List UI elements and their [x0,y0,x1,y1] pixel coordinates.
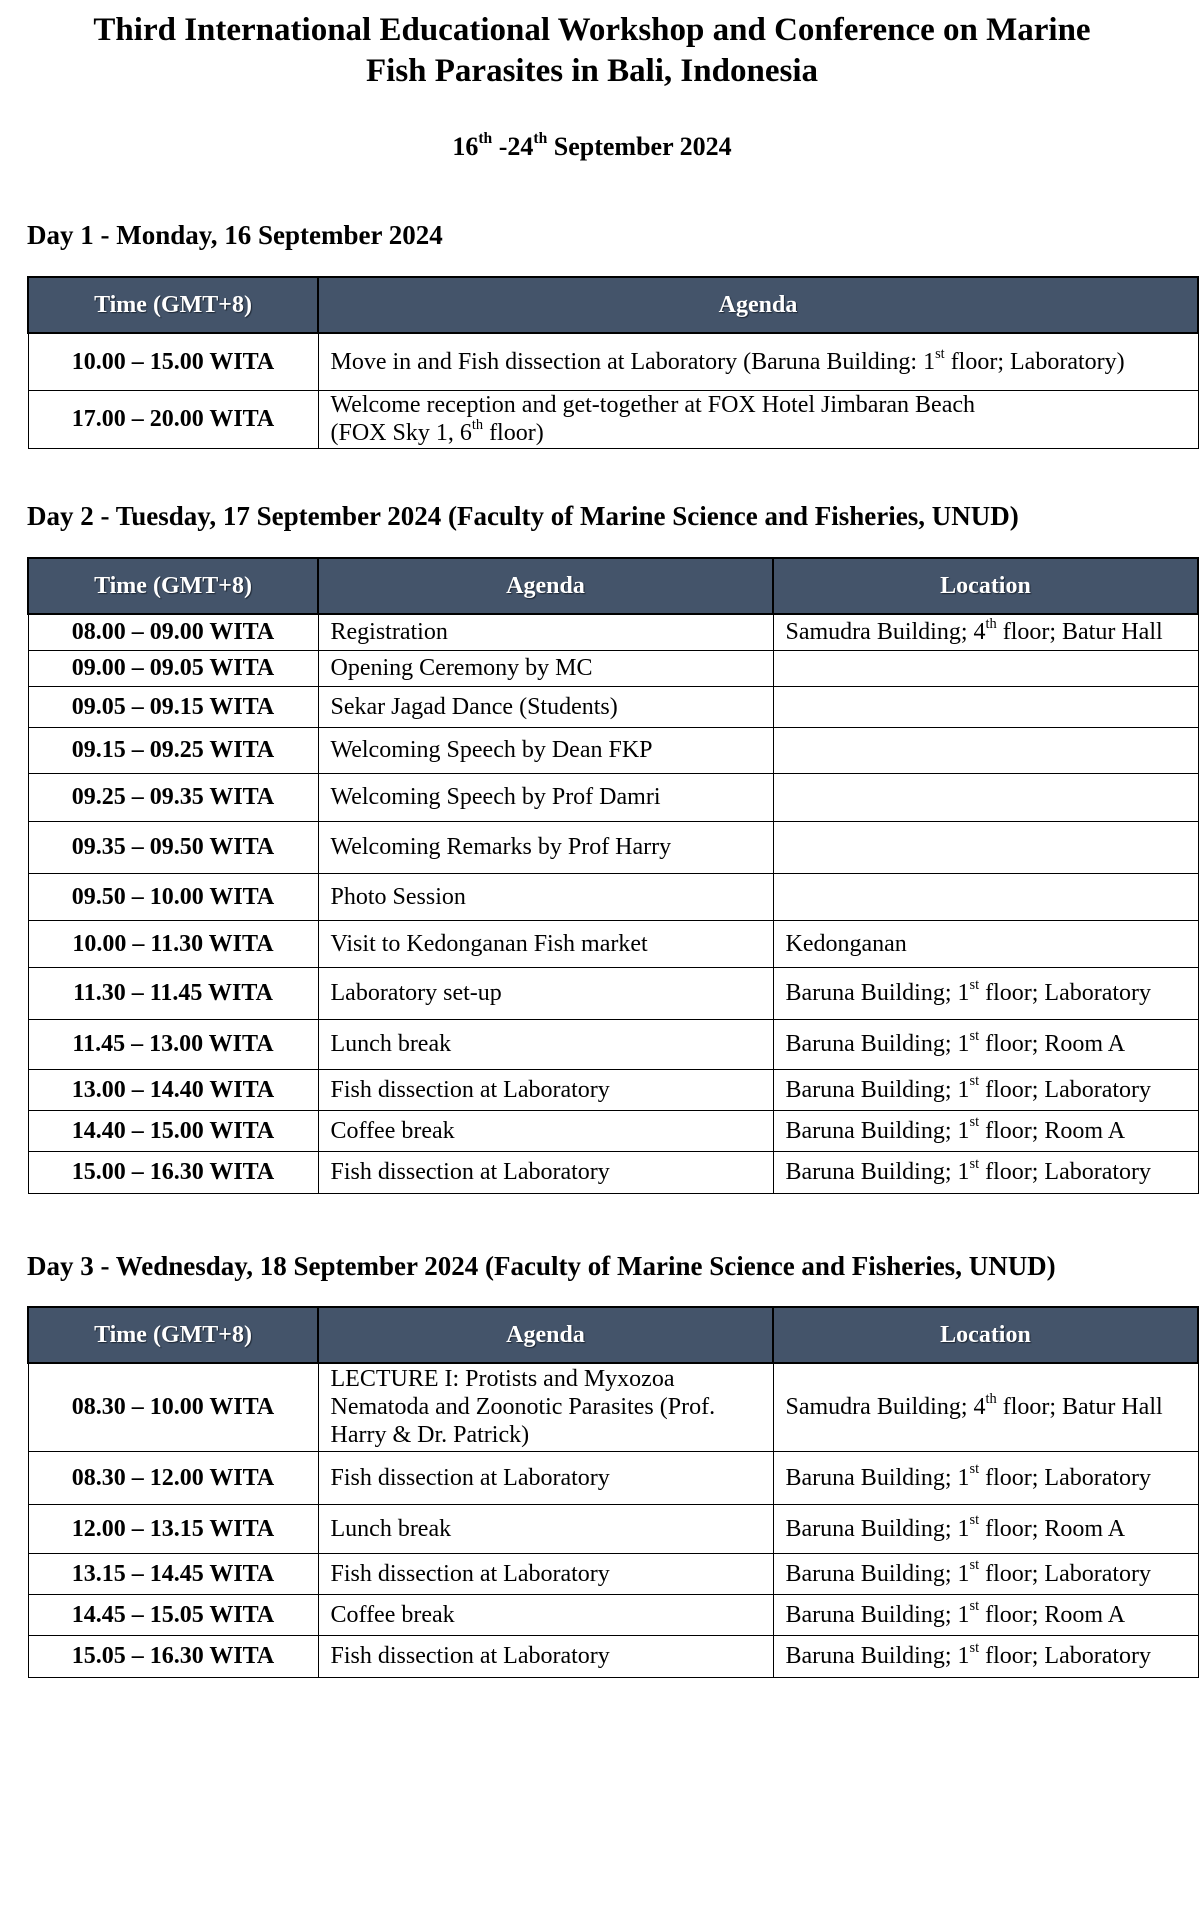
time-cell: 08.30 – 10.00 WITA [28,1363,318,1451]
time-cell: 09.50 – 10.00 WITA [28,873,318,920]
location-cell: Baruna Building; 1st floor; Laboratory [773,1635,1198,1677]
header-agenda: Agenda [318,558,773,614]
time-cell: 09.00 – 09.05 WITA [28,650,318,686]
time-cell: 15.00 – 16.30 WITA [28,1151,318,1193]
location-cell [773,821,1198,873]
time-cell: 12.00 – 13.15 WITA [28,1504,318,1553]
location-cell [773,873,1198,920]
time-cell: 09.35 – 09.50 WITA [28,821,318,873]
table-row [28,1504,1198,1553]
table-row [28,1110,1198,1151]
header-location: Location [773,1307,1198,1363]
time-cell: 14.40 – 15.00 WITA [28,1110,318,1151]
agenda-cell: Lunch break [318,1504,773,1553]
location-cell [773,650,1198,686]
header-agenda: Agenda [318,277,1198,333]
location-cell: Samudra Building; 4th floor; Batur Hall [773,1363,1198,1451]
location-cell [773,773,1198,821]
time-cell: 10.00 – 11.30 WITA [28,920,318,967]
agenda-cell: Visit to Kedonganan Fish market [318,920,773,967]
document-title [0,10,1184,92]
table-row [28,1635,1198,1677]
table-row [28,821,1198,873]
agenda-cell: Move in and Fish dissection at Laboratory (Baruna Building: 1st floor; Laboratory) [318,333,1198,390]
time-cell: 11.30 – 11.45 WITA [28,967,318,1019]
time-cell: 13.00 – 14.40 WITA [28,1069,318,1110]
day3-table [27,1306,1199,1678]
agenda-cell: Lunch break [318,1019,773,1069]
table-header-row [28,1307,1198,1363]
title-line-1: Third International Educational Workshop and Conference on Marine [93,12,1091,48]
day1-heading: Day 1 - Monday, 16 September 2024 [27,220,443,250]
agenda-cell: Fish dissection at Laboratory [318,1151,773,1193]
table-row [28,1151,1198,1193]
agenda-cell: Welcome reception and get-together at FOX Hotel Jimbaran Beach (FOX Sky 1, 6th floor) [318,390,1198,448]
location-cell: Baruna Building; 1st floor; Laboratory [773,1151,1198,1193]
table-row [28,920,1198,967]
agenda-cell: Sekar Jagad Dance (Students) [318,686,773,727]
agenda-cell: Fish dissection at Laboratory [318,1635,773,1677]
table-header-row [28,277,1198,333]
time-cell: 13.15 – 14.45 WITA [28,1553,318,1594]
table-row [28,1594,1198,1635]
table-row [28,650,1198,686]
location-cell: Baruna Building; 1st floor; Laboratory [773,1069,1198,1110]
location-cell: Samudra Building; 4th floor; Batur Hall [773,614,1198,650]
day3-heading: Day 3 - Wednesday, 18 September 2024 (Faculty of Marine Science and Fisheries, UNUD) [27,1251,1056,1281]
table-row [28,773,1198,821]
location-cell: Baruna Building; 1st floor; Room A [773,1504,1198,1553]
agenda-cell: Welcoming Speech by Dean FKP [318,727,773,773]
time-cell: 14.45 – 15.05 WITA [28,1594,318,1635]
time-cell: 08.00 – 09.00 WITA [28,614,318,650]
day2-heading: Day 2 - Tuesday, 17 September 2024 (Faculty of Marine Science and Fisheries, UNUD) [27,501,1019,531]
table-row [28,1019,1198,1069]
location-cell: Baruna Building; 1st floor; Room A [773,1594,1198,1635]
agenda-cell: Welcoming Remarks by Prof Harry [318,821,773,873]
agenda-cell: Photo Session [318,873,773,920]
location-cell: Baruna Building; 1st floor; Room A [773,1019,1198,1069]
location-cell: Kedonganan [773,920,1198,967]
table-row [28,614,1198,650]
table-row [28,333,1198,390]
day2-table [27,557,1199,1194]
header-time: Time (GMT+8) [28,558,318,614]
agenda-cell: Fish dissection at Laboratory [318,1553,773,1594]
time-cell: 10.00 – 15.00 WITA [28,333,318,390]
table-row [28,873,1198,920]
agenda-cell: Laboratory set-up [318,967,773,1019]
location-cell: Baruna Building; 1st floor; Laboratory [773,1451,1198,1504]
header-time: Time (GMT+8) [28,277,318,333]
agenda-cell: Registration [318,614,773,650]
event-dates: 16th -24th September 2024 [452,130,732,161]
table-row [28,1451,1198,1504]
agenda-cell: Fish dissection at Laboratory [318,1451,773,1504]
location-cell: Baruna Building; 1st floor; Laboratory [773,967,1198,1019]
header-agenda: Agenda [318,1307,773,1363]
day1-table [27,276,1199,449]
agenda-cell: Coffee break [318,1594,773,1635]
agenda-cell: Fish dissection at Laboratory [318,1069,773,1110]
location-cell: Baruna Building; 1st floor; Laboratory [773,1553,1198,1594]
table-row [28,1363,1198,1451]
time-cell: 08.30 – 12.00 WITA [28,1451,318,1504]
agenda-cell: Opening Ceremony by MC [318,650,773,686]
time-cell: 09.25 – 09.35 WITA [28,773,318,821]
time-cell: 09.15 – 09.25 WITA [28,727,318,773]
header-time: Time (GMT+8) [28,1307,318,1363]
location-cell [773,686,1198,727]
time-cell: 11.45 – 13.00 WITA [28,1019,318,1069]
table-row [28,686,1198,727]
agenda-cell: Welcoming Speech by Prof Damri [318,773,773,821]
header-location: Location [773,558,1198,614]
agenda-cell: Coffee break [318,1110,773,1151]
time-cell: 17.00 – 20.00 WITA [28,390,318,448]
table-row [28,1553,1198,1594]
time-cell: 15.05 – 16.30 WITA [28,1635,318,1677]
table-row [28,727,1198,773]
location-cell [773,727,1198,773]
title-line-2: Fish Parasites in Bali, Indonesia [366,53,818,89]
table-row [28,967,1198,1019]
table-header-row [28,558,1198,614]
table-row [28,390,1198,448]
time-cell: 09.05 – 09.15 WITA [28,686,318,727]
agenda-cell: LECTURE I: Protists and Myxozoa Nematoda and Zoonotic Parasites (Prof. Harry & Dr. Patrick) [318,1363,773,1451]
location-cell: Baruna Building; 1st floor; Room A [773,1110,1198,1151]
table-row [28,1069,1198,1110]
